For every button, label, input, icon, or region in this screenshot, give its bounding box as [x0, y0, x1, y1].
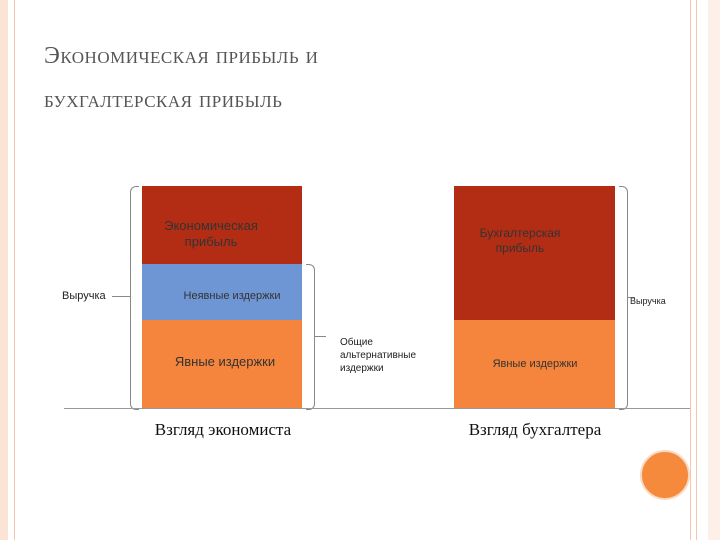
explicit-costs-label-accountant: Явные издержки: [492, 358, 578, 370]
frame-left-line: [14, 0, 15, 540]
explicit-costs-label-economist: Явные издержки: [174, 354, 276, 369]
economist-caption: Взгляд экономиста: [154, 420, 292, 439]
slide-title: [44, 34, 604, 122]
frame-right-line: [690, 0, 691, 540]
opportunity-costs-tick: [314, 336, 326, 337]
economist-revenue-brace: [130, 186, 139, 410]
implicit-costs-label: Неявные издержки: [183, 290, 281, 302]
economic-profit-label: Экономическая прибыль: [164, 218, 258, 250]
frame-left-band: [0, 0, 8, 540]
accountant-revenue-brace: [619, 186, 628, 410]
decorative-circle: [640, 450, 690, 500]
title-line-1: Экономическая прибыль и: [44, 43, 319, 69]
baseline: [64, 408, 690, 409]
economist-revenue-tick: [112, 296, 130, 297]
frame-right-band: [708, 0, 720, 540]
title-line-2: бухгалтерская прибыль: [44, 87, 283, 113]
economist-revenue-label: Выручка: [62, 290, 106, 302]
accounting-profit-label: Бухгалтерская прибыль: [479, 226, 561, 255]
frame-right-line-2: [696, 0, 697, 540]
accountant-revenue-label: Выручка: [630, 296, 666, 306]
opportunity-costs-label: Общие альтернативные издержки: [340, 337, 417, 374]
accountant-caption: Взгляд бухгалтера: [468, 420, 602, 439]
opportunity-costs-brace: [306, 264, 315, 410]
